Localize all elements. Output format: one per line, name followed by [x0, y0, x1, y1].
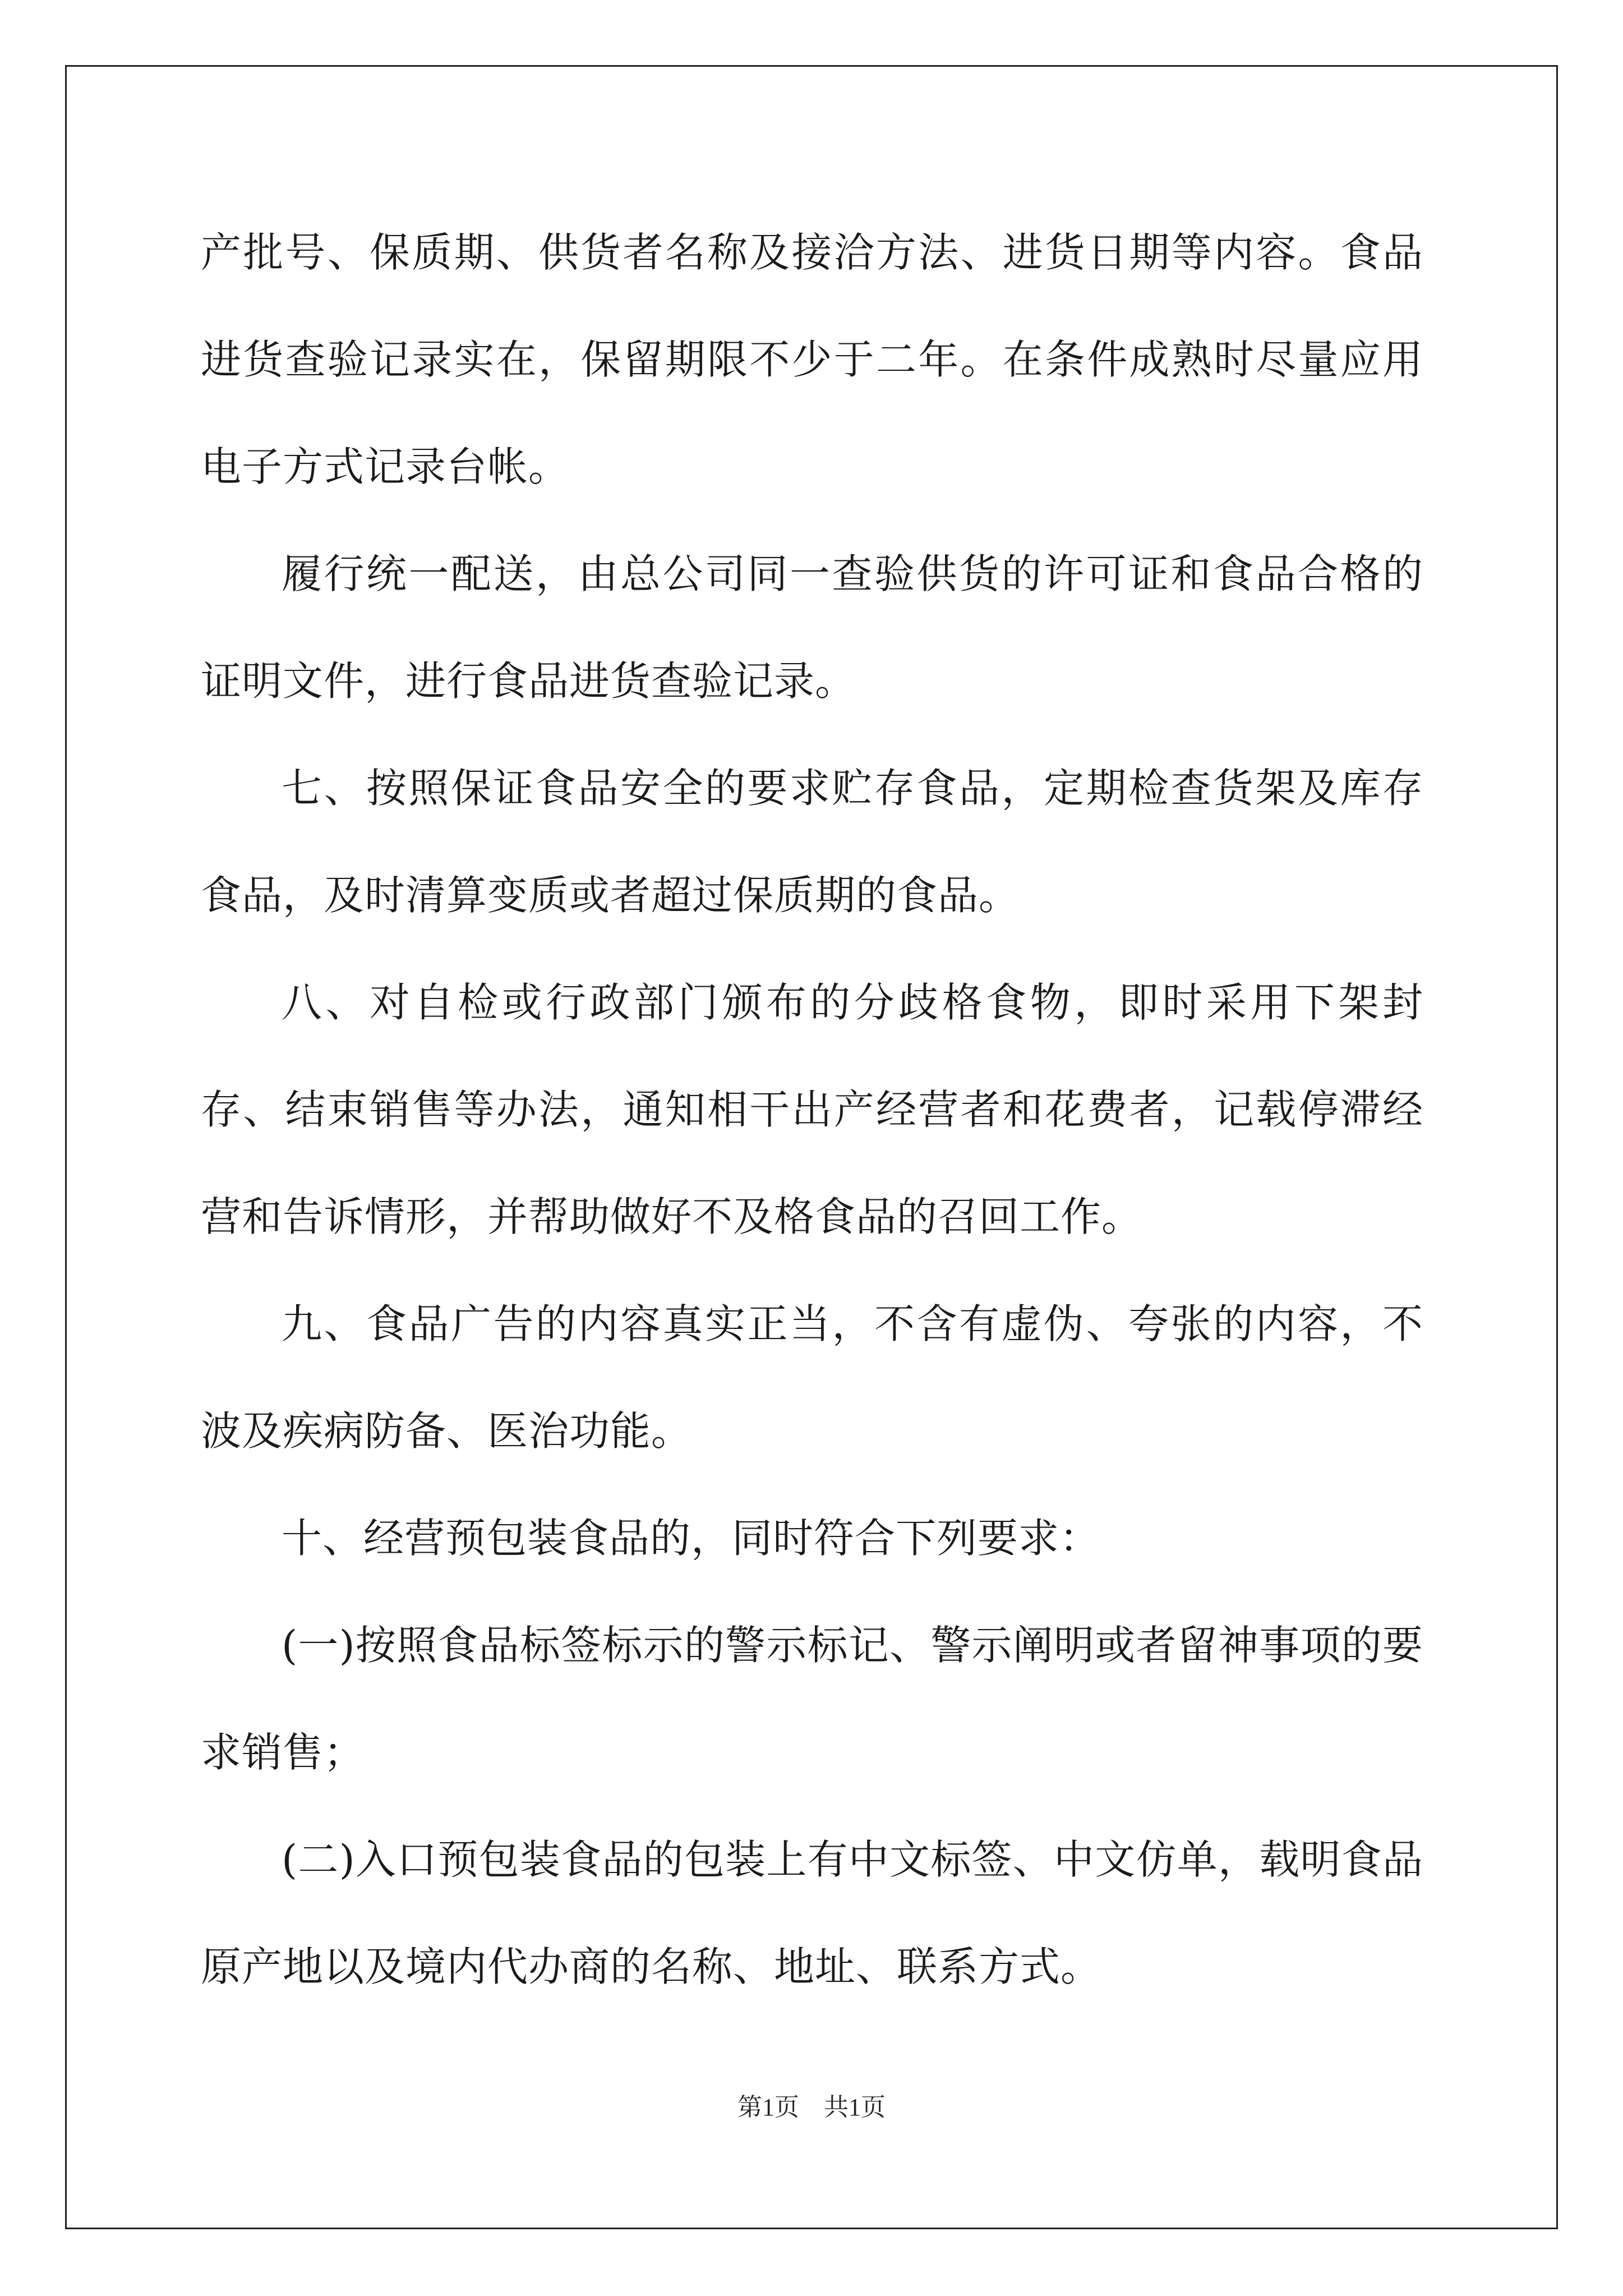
document-body — [201, 199, 1423, 2021]
page-number-footer: 第1页 共1页 — [737, 2093, 886, 2121]
paragraph-7: (一)按照食品标签标示的警示标记、警示阐明或者留神事项的要求销售； — [201, 1622, 1423, 1776]
paragraph-5: 九、食品广告的内容真实正当，不含有虚伪、夸张的内容，不波及疾病防备、医治功能。 — [201, 1300, 1423, 1455]
paragraph-3: 七、按照保证食品安全的要求贮存食品，定期检查货架及库存食品，及时清算变质或者超过保质期的食品。 — [201, 765, 1423, 919]
paragraph-4: 八、对自检或行政部门颁布的分歧格食物，即时采用下架封存、结束销售等办法，通知相干出产经营者和花费者，记载停滞经营和告诉情形，并帮助做好不及格食品的召回工作。 — [201, 979, 1423, 1240]
paragraph-2: 履行统一配送，由总公司同一查验供货的许可证和食品合格的证明文件，进行食品进货查验记录。 — [201, 550, 1423, 705]
paragraph-1: 产批号、保质期、供货者名称及接洽方法、进货日期等内容。食品进货查验记录实在，保留期限不少于二年。在条件成熟时尽量应用电子方式记录台帐。 — [201, 229, 1423, 490]
paragraph-6: 十、经营预包装食品的，同时符合下列要求： — [282, 1515, 1101, 1562]
paragraph-8: (二)入口预包装食品的包装上有中文标签、中文仿单，载明食品原产地以及境内代办商的名称、地址、联系方式。 — [201, 1836, 1423, 1990]
